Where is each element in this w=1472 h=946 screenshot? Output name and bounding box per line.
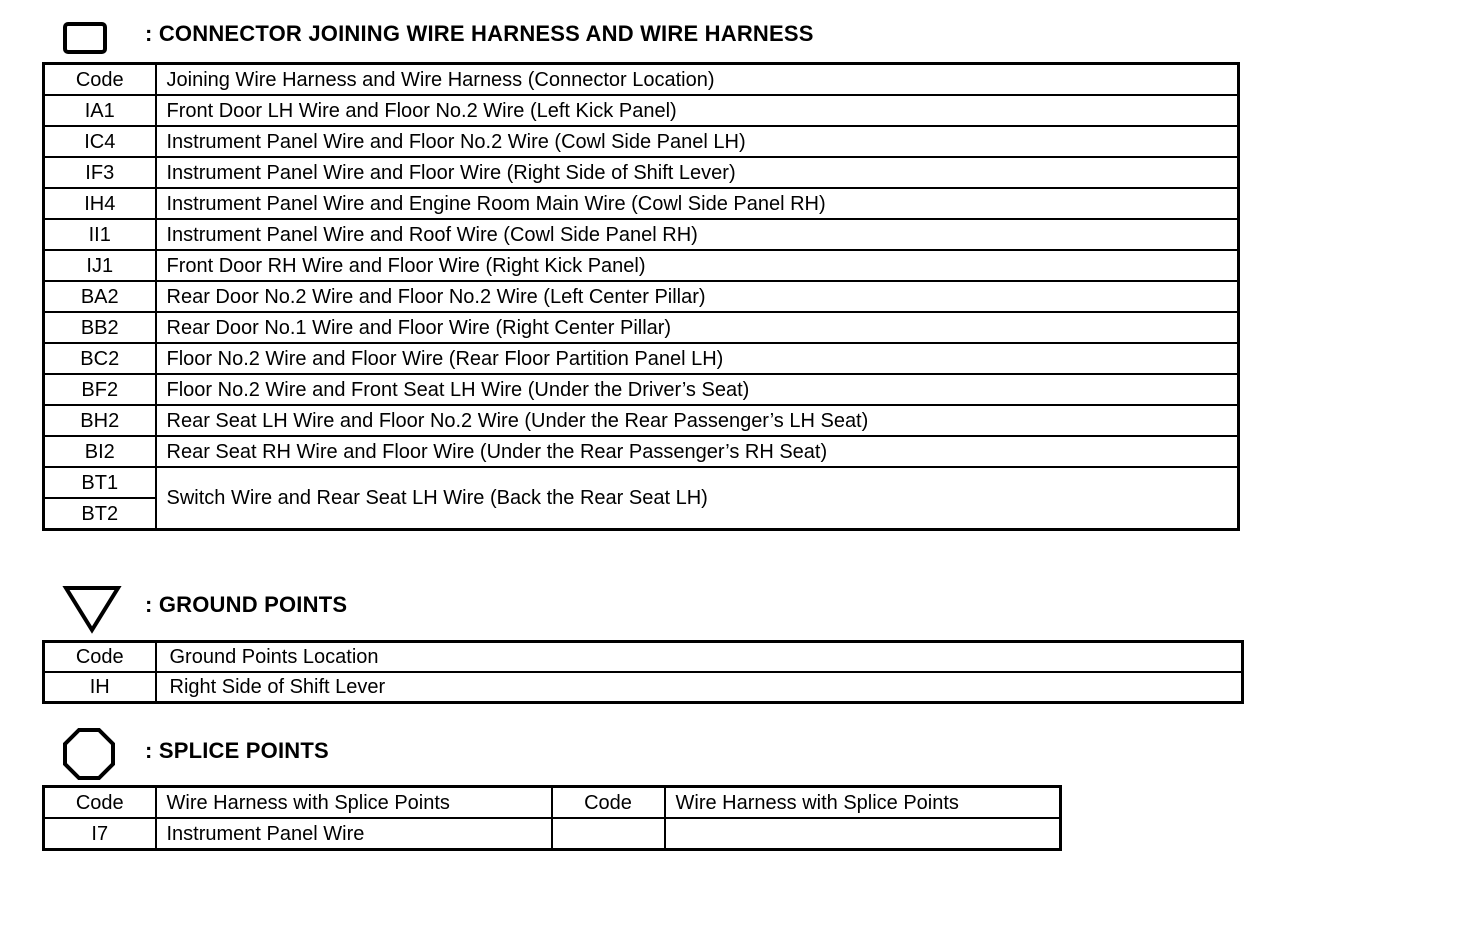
connector-code: BA2 — [44, 281, 156, 312]
code-header: Code — [44, 642, 156, 673]
connector-code: BH2 — [44, 405, 156, 436]
connector-code: BC2 — [44, 343, 156, 374]
table-row — [44, 405, 1239, 436]
splice-section-title: : SPLICE POINTS — [145, 738, 329, 763]
connector-code: BB2 — [44, 312, 156, 343]
splice-code: I7 — [44, 818, 156, 850]
ground-code: IH — [44, 672, 156, 703]
code-header: Code — [552, 787, 665, 819]
table-header-row — [44, 64, 1239, 96]
table-row — [44, 374, 1239, 405]
connector-location: Floor No.2 Wire and Floor Wire (Rear Floor Partition Panel LH) — [156, 343, 1239, 374]
connector-code: IC4 — [44, 126, 156, 157]
connector-code: BT2 — [44, 498, 156, 530]
table-row — [44, 95, 1239, 126]
table-row — [44, 219, 1239, 250]
table-row — [44, 436, 1239, 467]
table-row — [44, 281, 1239, 312]
table-row — [44, 312, 1239, 343]
location-header: Joining Wire Harness and Wire Harness (Connector Location) — [156, 64, 1239, 96]
connector-code: IH4 — [44, 188, 156, 219]
connector-location: Switch Wire and Rear Seat LH Wire (Back the Rear Seat LH) — [156, 467, 1239, 530]
connector-location: Rear Seat RH Wire and Floor Wire (Under the Rear Passenger’s RH Seat) — [156, 436, 1239, 467]
table-header-row — [44, 642, 1243, 673]
table-row — [44, 188, 1239, 219]
table-row — [44, 126, 1239, 157]
splice-harness: Instrument Panel Wire — [156, 818, 552, 850]
connector-code: IA1 — [44, 95, 156, 126]
connector-location: Floor No.2 Wire and Front Seat LH Wire (Under the Driver’s Seat) — [156, 374, 1239, 405]
table-row — [44, 343, 1239, 374]
octagon-icon — [62, 727, 116, 781]
ground-section-title: : GROUND POINTS — [145, 592, 348, 617]
connector-location: Instrument Panel Wire and Engine Room Main Wire (Cowl Side Panel RH) — [156, 188, 1239, 219]
table-row — [44, 250, 1239, 281]
code-header: Code — [44, 787, 156, 819]
connector-location: Instrument Panel Wire and Floor Wire (Right Side of Shift Lever) — [156, 157, 1239, 188]
harness-header: Wire Harness with Splice Points — [156, 787, 552, 819]
connector-location: Instrument Panel Wire and Roof Wire (Cowl Side Panel RH) — [156, 219, 1239, 250]
harness-header: Wire Harness with Splice Points — [665, 787, 1061, 819]
ground-points-table — [42, 640, 1244, 704]
connector-location: Rear Seat LH Wire and Floor No.2 Wire (Under the Rear Passenger’s LH Seat) — [156, 405, 1239, 436]
connector-code: BF2 — [44, 374, 156, 405]
connector-code: BI2 — [44, 436, 156, 467]
connector-code: IJ1 — [44, 250, 156, 281]
table-row — [44, 818, 1061, 850]
table-row — [44, 157, 1239, 188]
splice-points-table — [42, 785, 1062, 851]
inverted-triangle-icon — [62, 584, 122, 634]
connector-code: BT1 — [44, 467, 156, 498]
splice-harness — [665, 818, 1061, 850]
connector-table — [42, 62, 1240, 531]
table-header-row — [44, 787, 1061, 819]
connector-code: II1 — [44, 219, 156, 250]
connector-location: Front Door LH Wire and Floor No.2 Wire (Left Kick Panel) — [156, 95, 1239, 126]
splice-code — [552, 818, 665, 850]
connector-location: Rear Door No.1 Wire and Floor Wire (Right Center Pillar) — [156, 312, 1239, 343]
code-header: Code — [44, 64, 156, 96]
table-row — [44, 467, 1239, 498]
connector-location: Front Door RH Wire and Floor Wire (Right Kick Panel) — [156, 250, 1239, 281]
connector-location: Instrument Panel Wire and Floor No.2 Wire (Cowl Side Panel LH) — [156, 126, 1239, 157]
table-row — [44, 672, 1243, 703]
connector-location: Rear Door No.2 Wire and Floor No.2 Wire (Left Center Pillar) — [156, 281, 1239, 312]
connector-section-title: : CONNECTOR JOINING WIRE HARNESS AND WIRE HARNESS — [145, 21, 814, 46]
connector-code: IF3 — [44, 157, 156, 188]
location-header: Ground Points Location — [156, 642, 1243, 673]
ground-location: Right Side of Shift Lever — [156, 672, 1243, 703]
rounded-square-icon — [62, 20, 110, 56]
